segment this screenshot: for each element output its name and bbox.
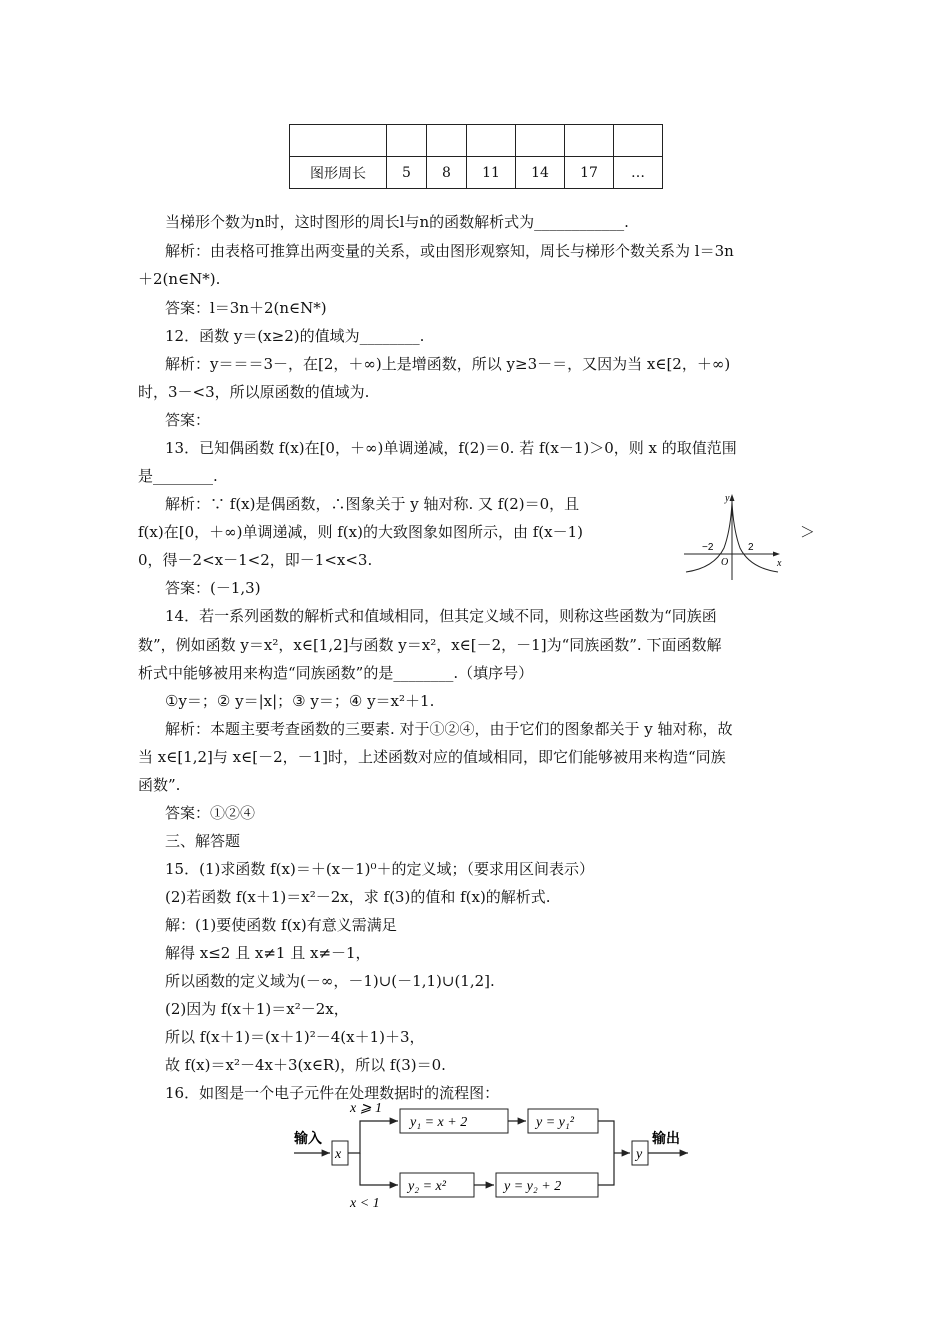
text-line: 解析：y＝＝＝3－，在[2，＋∞)上是增函数，所以 y≥3－＝，又因为当 x∈[2，＋∞) — [165, 355, 731, 373]
even-function-graph — [680, 492, 785, 584]
y-axis-label: y — [725, 493, 730, 504]
output-box-text: y — [636, 1147, 643, 1162]
text-line: 答案： — [165, 411, 211, 429]
section-heading: 三、解答题 — [165, 832, 241, 850]
condition-top: x ⩾ 1 — [350, 1101, 382, 1116]
table-row — [290, 125, 663, 157]
text-line: 数”，例如函数 y＝x²，x∈[1,2]与函数 y＝x²，x∈[－2，－1]为“同族函数”. 下面函数解 — [138, 636, 722, 654]
text-line: 解得 x≤2 且 x≠1 且 x≠－1， — [165, 944, 371, 962]
table-row — [290, 157, 663, 189]
text-line: 所以函数的定义域为(－∞，－1)∪(－1,1)∪(1,2]. — [165, 972, 495, 990]
text-line: ＞ — [800, 523, 816, 541]
text-line: 析式中能够被用来构造“同族函数”的是________.（填序号） — [138, 664, 534, 682]
text-line: 解：(1)要使函数 f(x)有意义需满足 — [165, 916, 397, 934]
tick-label: 2 — [748, 542, 754, 553]
perimeter-table — [289, 124, 663, 189]
output-label: 输出 — [652, 1131, 680, 1147]
text-line: 16．如图是一个电子元件在处理数据时的流程图： — [165, 1084, 500, 1102]
input-label: 输入 — [294, 1131, 322, 1147]
text-line: 是________. — [138, 467, 218, 485]
flowchart — [290, 1093, 700, 1213]
text-line: 13．已知偶函数 f(x)在[0，＋∞)单调递减，f(2)＝0. 若 f(x－1)＞0，则 x 的取值范围 — [165, 439, 737, 457]
input-box-text: x — [335, 1147, 342, 1162]
text-line: 函数”. — [138, 776, 181, 794]
table-cell: 14 — [516, 157, 565, 189]
table-row-label: 图形周长 — [290, 157, 387, 189]
text-line: 解析：由表格可推算出两变量的关系，或由图形观察知，周长与梯形个数关系为 l＝3n — [165, 242, 734, 260]
table-cell: 11 — [467, 157, 516, 189]
text-line: 答案：l＝3n＋2(n∈N*) — [165, 299, 327, 317]
text-line: (2)若函数 f(x＋1)＝x²－2x，求 f(3)的值和 f(x)的解析式. — [165, 888, 551, 906]
process-box-text: y₂ = x² — [408, 1179, 446, 1194]
text-line: 12．函数 y＝(x≥2)的值域为________. — [165, 327, 425, 345]
process-box-text: y = y₂ + 2 — [504, 1179, 562, 1194]
text-line: ①y＝；② y＝|x|；③ y＝；④ y＝x²＋1. — [165, 692, 435, 710]
merge-line-top — [598, 1121, 614, 1185]
text-line: 答案：(－1,3) — [165, 579, 261, 597]
process-box-text: y₁ = x + 2 — [410, 1115, 468, 1130]
text-line: 当 x∈[1,2]与 x∈[－2，－1]时，上述函数对应的值域相同，即它们能够被用来构造“同族 — [138, 748, 726, 766]
text-line: 当梯形个数为n时，这时图形的周长l与n的函数解析式为____________. — [165, 213, 629, 231]
condition-bottom: x < 1 — [350, 1196, 380, 1211]
table-cell: 5 — [387, 157, 427, 189]
x-axis-label: x — [777, 558, 782, 569]
branch-top-line — [348, 1121, 398, 1153]
origin-label: O — [721, 557, 729, 568]
text-line: 解析：∵ f(x)是偶函数，∴图象关于 y 轴对称. 又 f(2)＝0，且 — [165, 495, 580, 513]
table-cell: 8 — [427, 157, 467, 189]
text-line: 答案：①②④ — [165, 804, 256, 822]
text-line: f(x)在[0，＋∞)单调递减，则 f(x)的大致图象如图所示，由 f(x－1) — [138, 523, 583, 541]
text-line: ＋2(n∈N*). — [138, 270, 221, 288]
text-line: (2)因为 f(x＋1)＝x²－2x， — [165, 1000, 349, 1018]
tick-label: −2 — [702, 542, 714, 553]
text-line: 14．若一系列函数的解析式和值域相同，但其定义域不同，则称这些函数为“同族函 — [165, 607, 717, 625]
text-line: 时，3－<3，所以原函数的值域为. — [138, 383, 370, 401]
branch-bottom-line — [360, 1153, 398, 1185]
text-line: 解析：本题主要考查函数的三要素. 对于①②④，由于它们的图象都关于 y 轴对称，故 — [165, 720, 733, 738]
text-line: 15．(1)求函数 f(x)＝＋(x－1)⁰＋的定义域；（要求用区间表示） — [165, 860, 595, 878]
text-line: 所以 f(x＋1)＝(x＋1)²－4(x＋1)＋3， — [165, 1028, 425, 1046]
table-cell: 17 — [565, 157, 614, 189]
text-line: 故 f(x)＝x²－4x＋3(x∈R)，所以 f(3)＝0. — [165, 1056, 446, 1074]
table-cell: … — [614, 157, 663, 189]
process-box-text: y = y₁² — [536, 1115, 574, 1130]
text-line: 0，得－2<x－1<2，即－1<x<3. — [138, 551, 373, 569]
